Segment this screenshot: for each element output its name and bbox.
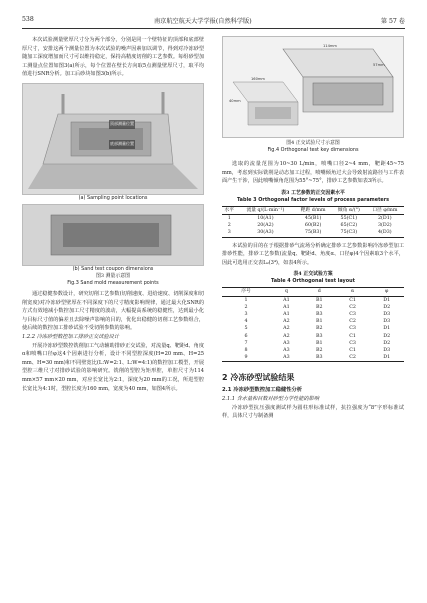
table-row (222, 333, 404, 340)
table-cell: C2 (336, 354, 370, 362)
table-cell: D2 (383, 333, 391, 339)
table-3-header: 水平 (222, 206, 237, 214)
table-3-header: 倾角 α/(°) (332, 206, 366, 214)
table-cell: 4 (244, 319, 248, 325)
table-row (222, 229, 404, 237)
table-cell: B3 (315, 333, 323, 339)
section-2-1-heading: 2.1 冷冻砂型数控加工稳健性分析 (222, 387, 303, 394)
table-cell: 60(B2) (304, 223, 322, 229)
table-cell: C3 (349, 340, 356, 346)
figure-3-caption-en: Fig.3 Sand mold measurement points (67, 279, 159, 286)
table-4-header: α (336, 288, 370, 296)
sand-coupon-illustration (23, 205, 204, 265)
table-cell: A1 (283, 311, 290, 317)
table-4 (222, 287, 404, 362)
figure-3a-photo (22, 83, 204, 195)
table-cell: A2 (283, 319, 290, 325)
table-cell: B2 (315, 348, 323, 353)
table-cell: 2 (244, 304, 248, 310)
table-4-header: q (270, 288, 303, 296)
table-row (222, 347, 404, 354)
table-row (222, 214, 404, 222)
table-row (222, 304, 404, 311)
left-column (22, 36, 204, 393)
table-cell: 5 (244, 326, 248, 332)
table-3-caption-en: Table 3 Orthogonal factor levels of process parameters (236, 196, 390, 203)
table-cell: 3(D2) (377, 223, 392, 229)
figure-4-caption-en: Fig.4 Orthogonal test key dimensions (267, 147, 359, 153)
table-4-caption-cn: 表4 正交试验方案 (293, 271, 333, 278)
table-3-caption-cn: 表3 工艺参数的正交因素水平 (281, 189, 345, 196)
page-number: 538 (22, 16, 34, 23)
table-row (222, 340, 404, 347)
table-cell: 1 (227, 215, 231, 221)
table-cell: A1 (283, 304, 290, 310)
table-cell: B2 (315, 326, 323, 332)
figure-3b-photo (22, 204, 204, 266)
table-cell: C1 (349, 297, 356, 303)
table-cell: 65(C2) (340, 223, 358, 229)
figure-3-caption-cn: 图3 测量示意图 (95, 272, 130, 279)
table-cell: 6 (244, 333, 248, 339)
volume-label: 第 57 卷 (380, 18, 405, 25)
dim-57mm: 57mm (373, 63, 385, 67)
table-cell: C1 (349, 333, 356, 339)
table-cell: 10(A1) (257, 215, 274, 221)
table-cell: A3 (270, 354, 303, 362)
figure-4-caption-cn: 图4 正交试验尺寸示意图 (286, 140, 340, 146)
table-cell: 30(A3) (237, 229, 295, 237)
table-4-caption-en: Table 4 Orthogonal test layout (271, 278, 355, 285)
table-cell: D1 (369, 354, 404, 362)
table-3-header: 靶距 d/mm (294, 206, 332, 214)
table-cell: D2 (383, 340, 391, 346)
table-cell: 55(C1) (340, 215, 358, 221)
table-3 (222, 206, 404, 238)
left-paragraph-2: 通过稳健参数设计，研究切削工艺参数(切削速度、进给速度、切削深度和切削宽度)对冷冻砂型壁厚在不同深度下的尺寸精度影响规律，通过最大化SNR的方式有效地减小数控加工尺寸精度的波动，大幅提高系统的稳健性，达到最小化与目标尺寸值的偏差且去除噪声影响的目的，优化出稳健的切削工艺参数组合，使后续的数控加工排砂试验不受切削参数的影响。 (22, 290, 204, 332)
table-row (222, 222, 404, 229)
right-column (222, 36, 404, 421)
table-row (222, 311, 404, 318)
table-cell: C3 (349, 326, 356, 332)
table-cell: 1 (244, 297, 248, 303)
figure-4-drawing (222, 36, 404, 138)
table-cell: 4(D3) (366, 229, 404, 237)
table-cell: 75(C3) (332, 229, 366, 237)
table-cell: 2 (227, 223, 231, 229)
table-cell: C3 (349, 311, 356, 317)
table-cell: B3 (303, 354, 336, 362)
table-cell: 45(B1) (304, 215, 322, 221)
table-cell: C2 (349, 319, 356, 325)
dim-40mm: 40mm (229, 99, 241, 103)
table-cell: C2 (349, 304, 356, 310)
table-cell: 20(A2) (257, 223, 274, 229)
figure-3b-caption: (b) Sand test coupon dimensions (72, 265, 154, 272)
figure-3a-caption: (a) Sampling point locations (78, 194, 148, 201)
section-2-heading: 2 冷冻砂型试验结果 (222, 373, 295, 383)
table-3-header: 口径 φ/mm (366, 206, 404, 214)
table-cell: D3 (383, 319, 391, 325)
table-cell: 75(B3) (294, 229, 332, 237)
left-paragraph-3: 开展冷冻砂型数控铣削加工气动辅助排砂正交试验，对流量q、靶距d、角度α和喷嘴口径φ这4个因素进行分析，设计不同型腔深度(H=20 mm、H=25 mm、H=30 mm)和不同壁宽比(L:W=2:1、L:W=4:1)的数控加工模型，开展型腔三维尺寸对排砂试验的影响研究。铣削的型腔为矩形腔，单腔尺寸为114 mm×57 mm×20 mm，对应长宽比为2:1，深度为20 mm的工况，所进型腔长宽比为4:1时，型腔长度为160 mm，宽度为40 mm，如图4所示。 (22, 342, 204, 392)
table-row (222, 318, 404, 325)
table-cell: B1 (315, 340, 323, 346)
table-cell: D1 (383, 326, 391, 332)
journal-title: 南京航空航天大学学报(自然科学版) (154, 18, 252, 25)
table-cell: A2 (283, 333, 290, 339)
table-4-header: 序号 (222, 288, 270, 296)
running-header (22, 14, 405, 29)
table-row (222, 296, 404, 304)
table-cell: A2 (283, 326, 290, 332)
table-3-header: 流量 q/(L·min⁻¹) (237, 206, 295, 214)
right-paragraph-3: 冷冻砂型抗压强度测试样为圆柱形标准试样，抗拉强度为“8”字形标准试样，具体尺寸与制备测 (222, 404, 404, 420)
top-measure-label: 顶部测量位置 (109, 120, 135, 129)
bottom-measure-label: 底部测量位置 (109, 140, 135, 149)
table-cell: 3 (222, 229, 237, 237)
subsection-1-2-2: 1.2.2 冷冻砂型数控加工排砂正交试验设计 (22, 333, 119, 340)
table-4-header: d (303, 288, 336, 296)
table-cell: D3 (383, 348, 391, 353)
table-cell: C1 (349, 348, 356, 353)
dim-160mm: 160mm (251, 77, 265, 81)
table-cell: 7 (244, 340, 248, 346)
table-cell: 9 (222, 354, 270, 362)
table-cell: B3 (315, 311, 323, 317)
sampling-photo-illustration (23, 84, 204, 194)
right-paragraph-2: 本试验的目的在于根据排砂气流场分析确定排砂工艺参数影响冷冻砂型加工排砂性能，排砂工艺参数(流量q、靶距d、角度α、口径φ)4个因素取3个水平，因此可选用正交表L₉(3⁴)，如表4所示。 (222, 242, 404, 266)
table-4-header: φ (369, 288, 404, 296)
right-paragraph-1: 选取的流量范围为10~30 L/min，喷嘴口径2~4 mm，靶距45~75 mm，考虑到实际铣削是动态加工过程，喷嘴倾角过大会导致射流路径与工件表面产生干涉，因此喷嘴倾角范围为55°~75°，排砂工艺参数如表3所示。 (222, 161, 404, 185)
table-cell: B1 (315, 319, 323, 325)
table-cell: 8 (244, 348, 248, 353)
table-cell: 3 (244, 311, 248, 317)
table-row (222, 354, 404, 362)
table-cell: D3 (383, 311, 391, 317)
table-cell: D2 (383, 304, 391, 310)
table-cell: D1 (383, 297, 391, 303)
left-paragraph-1: 本次试验测量壁厚尺寸分为两个部分，分别是同一个壁特征的顶部和底部壁厚尺寸，安排这两个测量位置为本次试验的噪声因素加以调节，得到对冷冻砂型随加工深度增加而尺寸可以维持稳定，保持高精度切削的工艺参数。每组砂型加工测量点位置如图3(a)所示，每个位置在壁长方向取5点测量壁厚尺寸，取平均值进行SNR分析。加工后砂块如图3(b)所示。 (22, 37, 204, 78)
dim-114mm: 114mm (323, 44, 337, 48)
table-cell: B2 (315, 304, 323, 310)
table-cell: B1 (315, 297, 323, 303)
table-cell: A3 (283, 340, 290, 346)
orthogonal-dimensions-illustration (223, 37, 404, 137)
table-cell: A3 (283, 348, 290, 353)
table-cell: 2(D1) (377, 215, 392, 221)
table-cell: A1 (283, 297, 290, 303)
table-row (222, 325, 404, 332)
section-2-1-1-heading: 2.1.1 含水量和目数对砂型力学性能的影响 (222, 396, 319, 402)
